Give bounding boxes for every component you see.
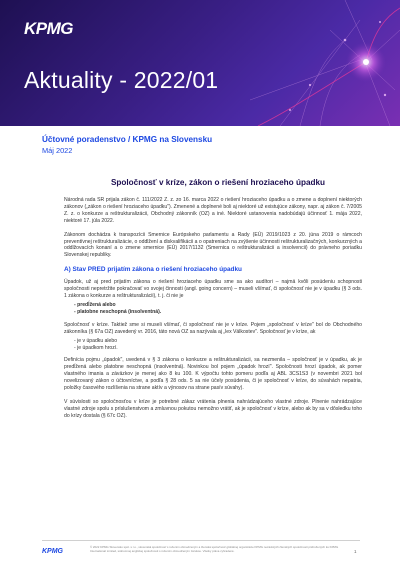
footer-legal-text: © 2022 KPMG Slovensko spol. s r.o., slovenská spoločnosť s ručením obmedzeným a členská spoločnosť globálnej organizácie KPMG nezávislých členských spoločností pridružených ku KPMG International Limited, súkromnej anglickej spoločnosti s ručením obmedzeným zárukou. Všetky práva vyhradené. (90, 545, 339, 553)
document-meta (42, 135, 212, 155)
kpmg-logo: KPMG (24, 19, 73, 38)
list-item: - platobne neschopná (insolventná). (74, 309, 362, 316)
page-number: 1 (354, 549, 357, 554)
insolvency-criteria-list (64, 302, 362, 316)
section-a-paragraph-3: Definícia pojmu „úpadok", uvedená v § 3 zákona o konkurze a reštrukturalizácii, sa nezmenila – spoločnosť je v úpadku, ak je predĺžená alebo platobne neschopná (insolventná). Novinkou bol pojem „úpadok hrozí". Spoločnosti hrozí úpadok, ak pomer vlastného imania a záväzkov je menej ako 8 ku 100. K výpočtu tohto pomeru podľa aj ABL 3CS1S3 (v novembri 2021 bol novelizovaný zákon o účtovníctve, a podľa § 28 ods. 5 sa nie účely posúdenia, či je spoločnosť v kríze, do súvahách nepatria, položky časového rozlíšenia na strane aktív a výnosov na strane pasív súvahy). (64, 357, 362, 392)
list-item: - je v úpadku alebo (74, 338, 362, 345)
footer-divider (42, 540, 360, 541)
footer-kpmg-logo: KPMG (42, 548, 63, 555)
header-banner (0, 0, 400, 126)
intro-paragraph-1: Národná rada SR prijala zákon č. 111/2022 Z. z. zo 16. marca 2022 o riešení hroziaceho úpadku a o zmene a doplnení niektorých zákonov („zákon o riešení hroziaceho úpadku"). Zmenené a doplnené boli aj niektoré už existujúce zákony, napr. aj zákon č. 7/2005 Z. z. o konkurze a reštrukturalizácii, Obchodný zákonník (OZ) a iné. Niektoré ustanovenia nadobúdajú účinnosť 1. mája 2022, niektoré 17. júla 2022. (64, 197, 362, 224)
page-footer (0, 540, 400, 565)
section-a-heading: A) Stav PRED prijatím zákona o riešení hroziaceho úpadku (64, 266, 242, 274)
article-title: Spoločnosť v kríze, zákon o riešení hroziaceho úpadku (110, 178, 326, 187)
intro-paragraph-2: Zákonom dochádza k transpozícii Smernice Európskeho parlamentu a Rady (EÚ) 2019/1023 z 20. júna 2019 o rámcoch preventívnej reštrukturalizácie, o oddlžení a diskvalifikácii a o opatreniach na zvýšenie účinnosti reštrukturalizačných, konkurzných a oddlžovacích konaní a o zmene smernice (EÚ) 2017/1132 (Smernica o reštrukturalizácii a insolvencii) do právneho poriadku Slovenskej republiky. (64, 231, 362, 259)
document-subtitle: Účtovné poradenstvo / KPMG na Slovensku (42, 135, 213, 144)
article-body (64, 178, 362, 427)
section-a-paragraph-2: Spoločnosť v kríze. Taktiež sme si museli všímať, či spoločnosť nie je v kríze. Pojem „spoločnosť v kríze" bol do Obchodného zákonníka (§ 67a OZ) zavedený vr. 2016, táto nová OZ sa nazývala aj „lex Válkostev". Spoločnosť je v kríze, ak (64, 321, 362, 335)
list-item: - je úpadkom hrozí. (74, 345, 362, 352)
section-a-paragraph-4: V súvislosti so spoločnosťou v kríze je potrebné zákaz vrátenia plnenia nahrádzajúceho vlastné zdroje. Plnenie nahrádzajúce vlastné zdroje spolu s príslušenstvom a zmluvnou pokutou nemožno vrátiť, ak je spoločnosť v kríze, alebo ak by sa v dôsledku toho do krízy dostala (§ 67c OZ). (64, 398, 362, 419)
section-a-paragraph-1: Úpadok, už aj pred prijatím zákona o riešení hroziaceho úpadku sme sa ako audítori – najmä kvôli posúdeniu schopnosti spoločnosti nepretržite pokračovať vo svojej činnosti (angl. going concern) – museli všímať, či spoločnosť nie je v úpadku (§ 3 ods. 1 zákona o konkurze a reštrukturalizácii), t. j. či nie je (64, 279, 362, 300)
document-date: Máj 2022 (42, 146, 73, 155)
crisis-criteria-list (64, 338, 362, 352)
page-title: Aktuality - 2022/01 (24, 67, 219, 93)
list-item: - predĺžená alebo (74, 302, 362, 309)
